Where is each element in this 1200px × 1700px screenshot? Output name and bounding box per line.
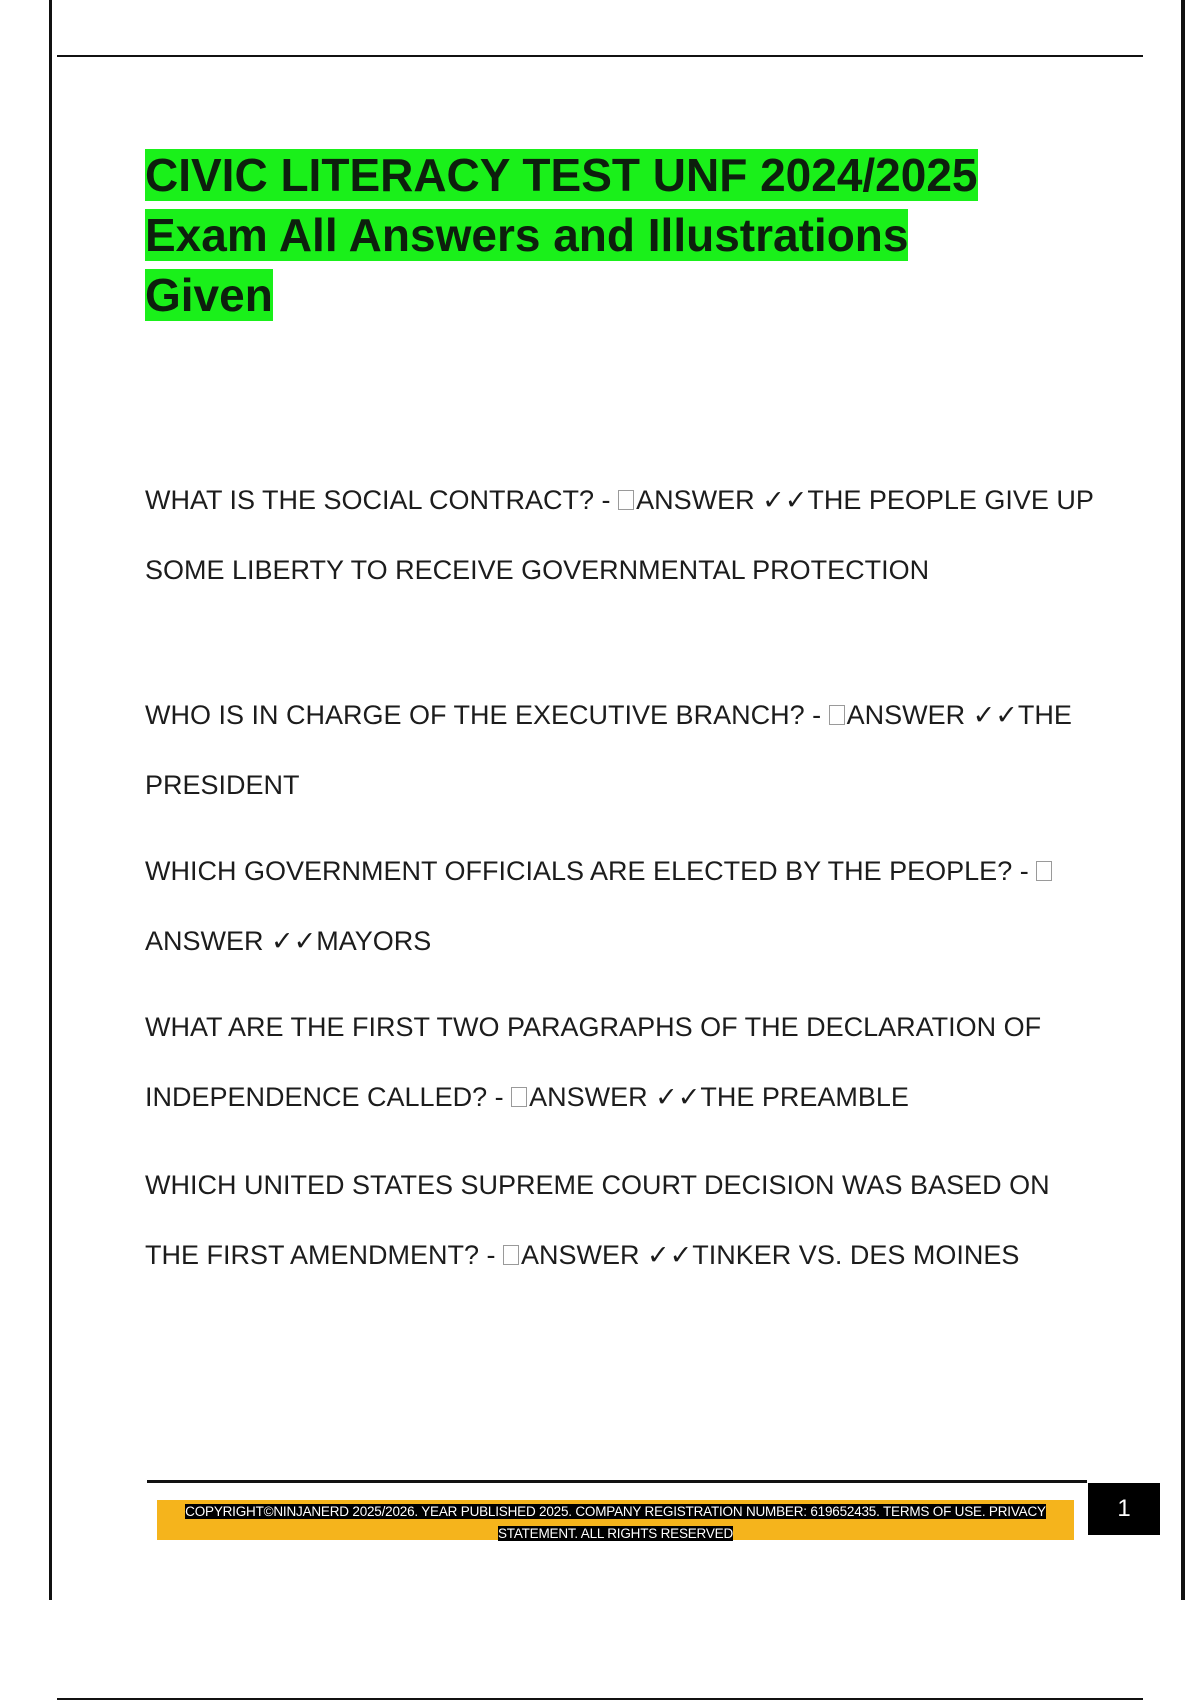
missing-glyph-icon [618, 490, 634, 510]
answer-text: TINKER VS. DES MOINES [692, 1240, 1020, 1270]
question-text: WHAT IS THE SOCIAL CONTRACT? - [145, 485, 619, 515]
question-text: WHAT ARE THE FIRST TWO PARAGRAPHS OF THE DECLARATION OF INDEPENDENCE CALLED? - [145, 1012, 1042, 1112]
qa-item [145, 992, 1095, 1132]
page-number: 1 [1088, 1483, 1160, 1535]
qa-item [145, 1150, 1095, 1290]
missing-glyph-icon [511, 1087, 527, 1107]
qa-item [145, 465, 1095, 605]
question-text: WHO IS IN CHARGE OF THE EXECUTIVE BRANCH? - [145, 700, 829, 730]
answer-prefix: ANSWER ✓✓ [529, 1082, 701, 1112]
document-title-text: CIVIC LITERACY TEST UNF 2024/2025 Exam All Answers and Illustrations Given [145, 149, 978, 321]
qa-item [145, 836, 1095, 976]
header-rule [57, 55, 1143, 57]
question-text: WHICH GOVERNMENT OFFICIALS ARE ELECTED BY THE PEOPLE? - [145, 856, 1037, 886]
document-title [145, 145, 1045, 325]
question-text: WHICH UNITED STATES SUPREME COURT DECISION WAS BASED ON THE FIRST AMENDMENT? - [145, 1170, 1050, 1270]
missing-glyph-icon [503, 1245, 519, 1265]
copyright-text: COPYRIGHT©NINJANERD 2025/2026. YEAR PUBLISHED 2025. COMPANY REGISTRATION NUMBER: 619652435. TERMS OF USE. PRIVACY STATEMENT. ALL RIGHTS RESERVED [185, 1504, 1046, 1541]
answer-text: THE PEOPLE GIVE UP SOME LIBERTY TO RECEIVE GOVERNMENTAL PROTECTION [145, 485, 1094, 585]
answer-prefix: ANSWER ✓✓ [145, 926, 317, 956]
answer-prefix: ANSWER ✓✓ [521, 1240, 693, 1270]
answer-prefix: ANSWER ✓✓ [846, 700, 1018, 730]
answer-text: THE PRESIDENT [145, 700, 1072, 800]
page-right-border [1181, 0, 1185, 1600]
footer-rule [147, 1480, 1087, 1483]
copyright-notice [170, 1501, 1061, 1545]
answer-text: MAYORS [316, 926, 432, 956]
page-left-border [49, 0, 52, 1600]
missing-glyph-icon [1036, 861, 1052, 881]
answer-text: THE PREAMBLE [700, 1082, 909, 1112]
missing-glyph-icon [829, 705, 845, 725]
qa-item [145, 680, 1095, 820]
answer-prefix: ANSWER ✓✓ [636, 485, 808, 515]
